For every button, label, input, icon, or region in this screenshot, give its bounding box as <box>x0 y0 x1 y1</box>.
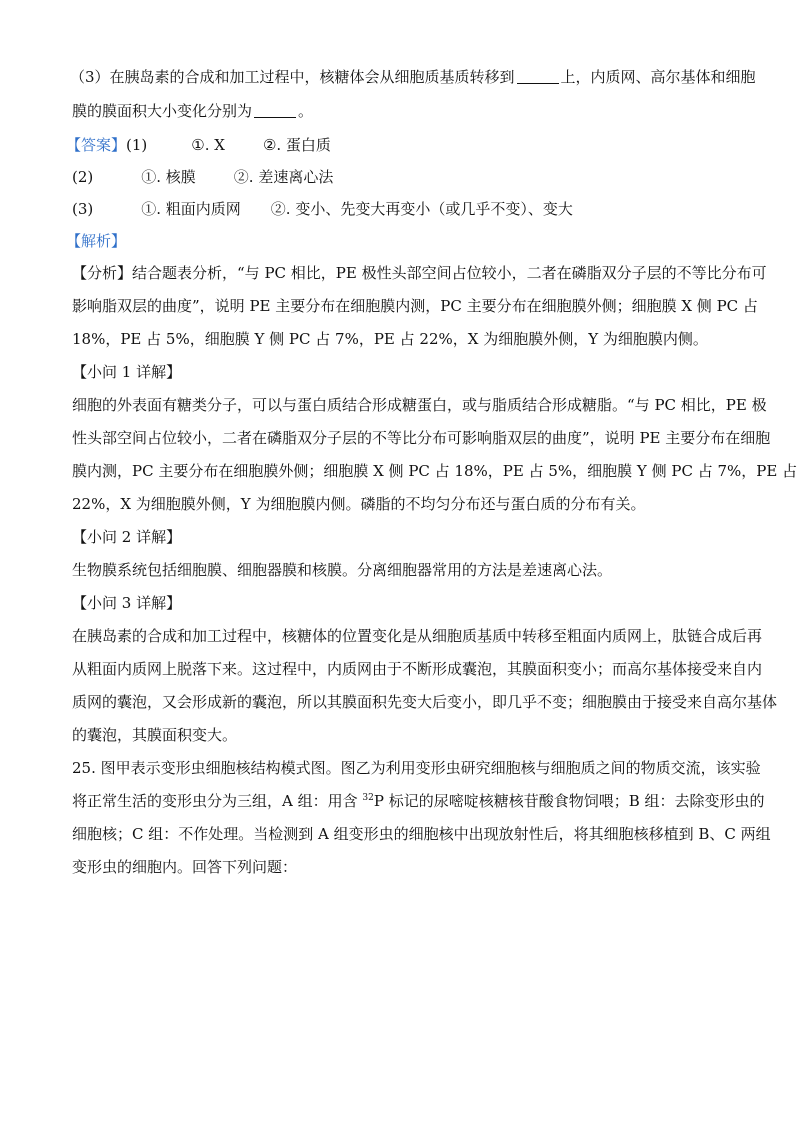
detail-line: 性头部空间占位较小，二者在磷脂双分子层的不等比分布可影响脂双层的曲度”，说明 PE 主要分布在细胞 <box>72 429 771 447</box>
analysis-line: 18%，PE 占 5%，细胞膜 Y 侧 PC 占 7%，PE 占 22%，X 为细胞膜外侧，Y 为细胞膜内侧。 <box>72 330 708 348</box>
answer-line-1 <box>66 134 331 156</box>
analysis-line: 影响脂双层的曲度”，说明 PE 主要分布在细胞膜内测，PC 主要分布在细胞膜外侧；细胞膜 X 侧 PC 占 <box>72 297 758 315</box>
answer-number: (3) <box>72 200 94 218</box>
question-text: P 标记的尿嘧啶核糖核苷酸食物饲喂；B 组：去除变形虫的 <box>373 792 765 810</box>
detail-line: 质网的囊泡，又会形成新的囊泡，所以其膜面积先变大后变小，即几乎不变；细胞膜由于接受来自高尔基体 <box>72 693 778 711</box>
answer-tag: 【答案】 <box>66 136 127 154</box>
question-text: 膜的膜面积大小变化分别为 <box>72 102 253 120</box>
answer-item: ①. 粗面内质网 <box>141 200 241 218</box>
subquestion-2-heading: 【小问 2 详解】 <box>72 528 182 546</box>
detail-line: 生物膜系统包括细胞膜、细胞器膜和核膜。分离细胞器常用的方法是差速离心法。 <box>72 561 613 579</box>
question-text: 。 <box>298 102 314 120</box>
detail-line: 膜内测，PC 主要分布在细胞膜外侧；细胞膜 X 侧 PC 占 18%，PE 占 5%，细胞膜 Y 侧 PC 占 7%，PE 占 <box>72 462 798 480</box>
answer-item: ②. 变小、先变大再变小（或几乎不变）、变大 <box>270 200 573 218</box>
detail-line: 的囊泡，其膜面积变大。 <box>72 726 238 744</box>
answer-blank <box>254 101 296 118</box>
subquestion-1-heading: 【小问 1 详解】 <box>72 363 182 381</box>
question-3-line-1 <box>70 66 756 88</box>
answer-number: (1) <box>126 136 148 154</box>
question-text: （3）在胰岛素的合成和加工过程中，核糖体会从细胞质基质转移到 <box>70 68 515 86</box>
analysis-tag: 【解析】 <box>66 232 127 250</box>
answer-number: (2) <box>72 168 94 186</box>
analysis-line: 【分析】结合题表分析，“与 PC 相比，PE 极性头部空间占位较小，二者在磷脂双分子层的不等比分布可 <box>72 264 767 282</box>
answer-item: ②. 蛋白质 <box>262 136 331 154</box>
detail-line: 22%，X 为细胞膜外侧，Y 为细胞膜内侧。磷脂的不均匀分布还与蛋白质的分布有关。 <box>72 495 646 513</box>
isotope-superscript: 32 <box>362 793 374 803</box>
detail-line: 细胞的外表面有糖类分子，可以与蛋白质结合形成糖蛋白，或与脂质结合形成糖脂。“与 PC 相比，PE 极 <box>72 396 767 414</box>
question-25-line: 细胞核；C 组：不作处理。当检测到 A 组变形虫的细胞核中出现放射性后，将其细胞核移植到 B、C 两组 <box>72 825 771 843</box>
answer-item: ①. 核膜 <box>141 168 196 186</box>
question-3-line-2 <box>72 100 313 122</box>
question-25-line: 变形虫的细胞内。回答下列问题： <box>72 858 298 876</box>
subquestion-3-heading: 【小问 3 详解】 <box>72 594 182 612</box>
answer-line-3 <box>72 198 573 220</box>
detail-line: 从粗面内质网上脱落下来。这过程中，内质网由于不断形成囊泡，其膜面积变小；而高尔基体接受来自内 <box>72 660 763 678</box>
answer-item: ①. X <box>191 136 225 154</box>
question-25-line <box>72 790 764 812</box>
question-text: 将正常生活的变形虫分为三组，A 组：用含 <box>72 792 363 810</box>
answer-blank <box>517 67 559 84</box>
question-25-line: 25. 图甲表示变形虫细胞核结构模式图。图乙为利用变形虫研究细胞核与细胞质之间的物质交流，该实验 <box>72 759 761 777</box>
answer-item: ②. 差速离心法 <box>233 168 334 186</box>
answer-line-2 <box>72 166 333 188</box>
detail-line: 在胰岛素的合成和加工过程中，核糖体的位置变化是从细胞质基质中转移至粗面内质网上，肽链合成后再 <box>72 627 763 645</box>
question-text: 上，内质网、高尔基体和细胞 <box>560 68 756 86</box>
